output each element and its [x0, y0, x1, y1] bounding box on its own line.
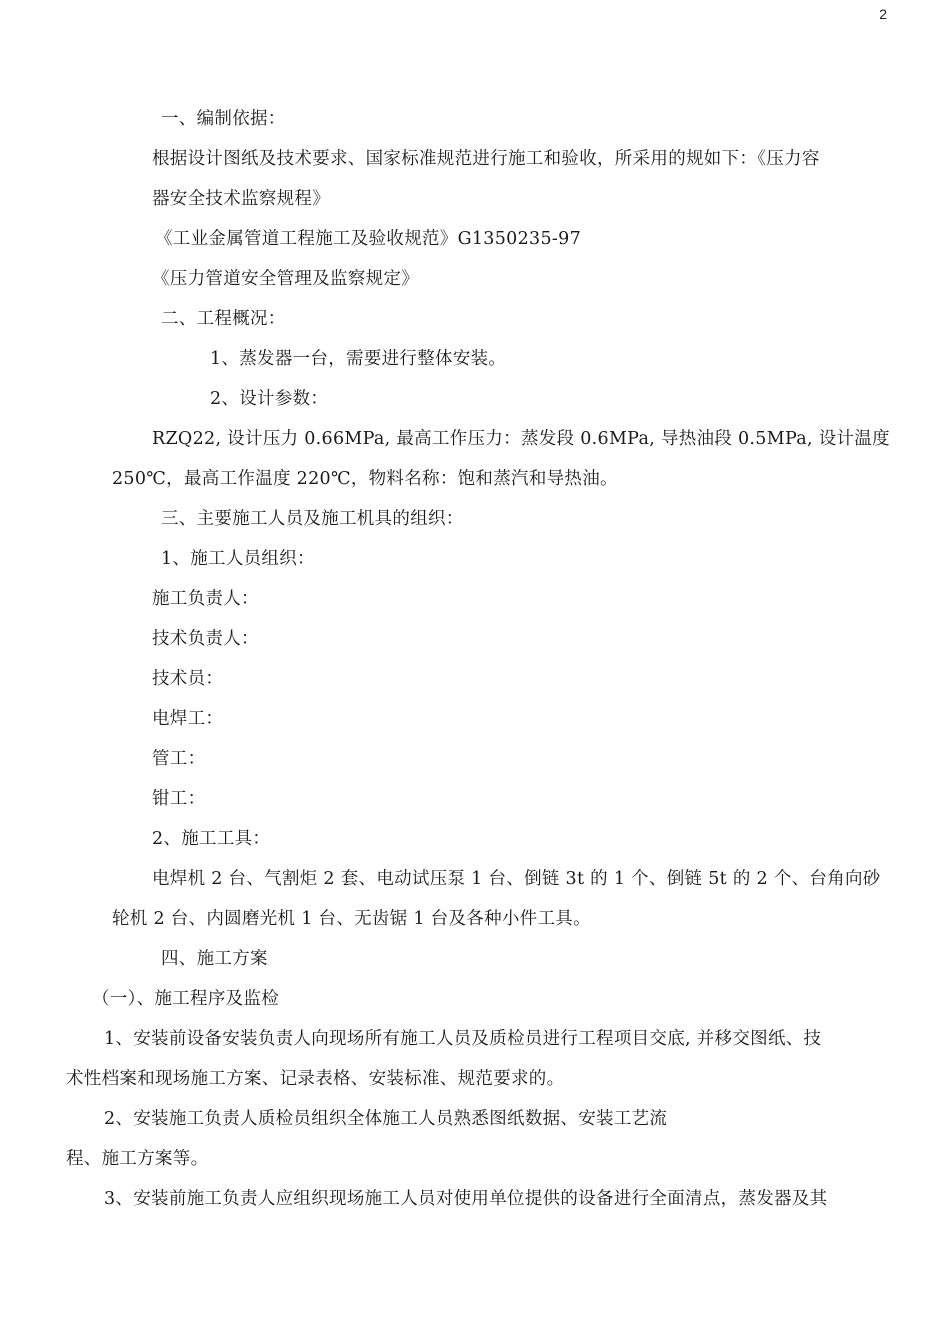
personnel-field: 技术员： — [152, 669, 224, 689]
list-item: 1、蒸发器一台，需要进行整体安装。 — [210, 349, 507, 369]
personnel-field: 施工负责人： — [152, 589, 259, 609]
paragraph-line: 器安全技术监察规程》 — [152, 189, 330, 209]
paragraph-line: 《工业金属管道工程施工及验收规范》G1350235-97 — [155, 229, 581, 249]
personnel-field: 钳工： — [152, 789, 206, 809]
paragraph-line: 程、施工方案等。 — [66, 1149, 209, 1169]
paragraph-line: 术性档案和现场施工方案、记录表格、安装标准、规范要求的。 — [66, 1069, 565, 1089]
list-item: 1、施工人员组织： — [161, 549, 315, 569]
paragraph-line: RZQ22, 设计压力 0.66MPa, 最高工作压力：蒸发段 0.6MPa, 导热油段 0.5MPa, 设计温度 — [152, 429, 890, 449]
paragraph-line: 电焊机 2 台、气割炬 2 套、电动试压泵 1 台、倒链 3t 的 1 个、倒链 5t 的 2 个、台角向砂 — [152, 869, 881, 889]
personnel-field: 技术负责人： — [152, 629, 259, 649]
paragraph-line: 2、安装施工负责人质检员组织全体施工人员熟悉图纸数据、安装工艺流 — [104, 1109, 668, 1129]
subsection-heading: （一）、施工程序及监检 — [92, 989, 280, 1009]
page-number: 2 — [879, 6, 887, 22]
list-item: 2、设计参数： — [210, 389, 329, 409]
section-heading-personnel: 三、主要施工人员及施工机具的组织： — [161, 509, 464, 529]
paragraph-line: 250℃，最高工作温度 220℃，物料名称：饱和蒸汽和导热油。 — [112, 469, 618, 489]
paragraph-line: 3、安装前施工负责人应组织现场施工人员对使用单位提供的设备进行全面清点，蒸发器及其 — [104, 1189, 828, 1209]
paragraph-line: 《压力管道安全管理及监察规定》 — [152, 269, 419, 289]
section-heading-basis: 一、编制依据： — [161, 109, 286, 129]
section-heading-plan: 四、施工方案 — [161, 949, 268, 969]
paragraph-line: 根据设计图纸及技术要求、国家标准规范进行施工和验收，所采用的规如下：《压力容 — [152, 149, 820, 169]
section-heading-overview: 二、工程概况： — [161, 309, 286, 329]
list-item: 2、施工工具： — [152, 829, 271, 849]
personnel-field: 管工： — [152, 749, 206, 769]
personnel-field: 电焊工： — [152, 709, 224, 729]
paragraph-line: 1、安装前设备安装负责人向现场所有施工人员及质检员进行工程项目交底, 并移交图纸、技 — [104, 1029, 822, 1049]
paragraph-line: 轮机 2 台、内圆磨光机 1 台、无齿锯 1 台及各种小件工具。 — [112, 909, 591, 929]
